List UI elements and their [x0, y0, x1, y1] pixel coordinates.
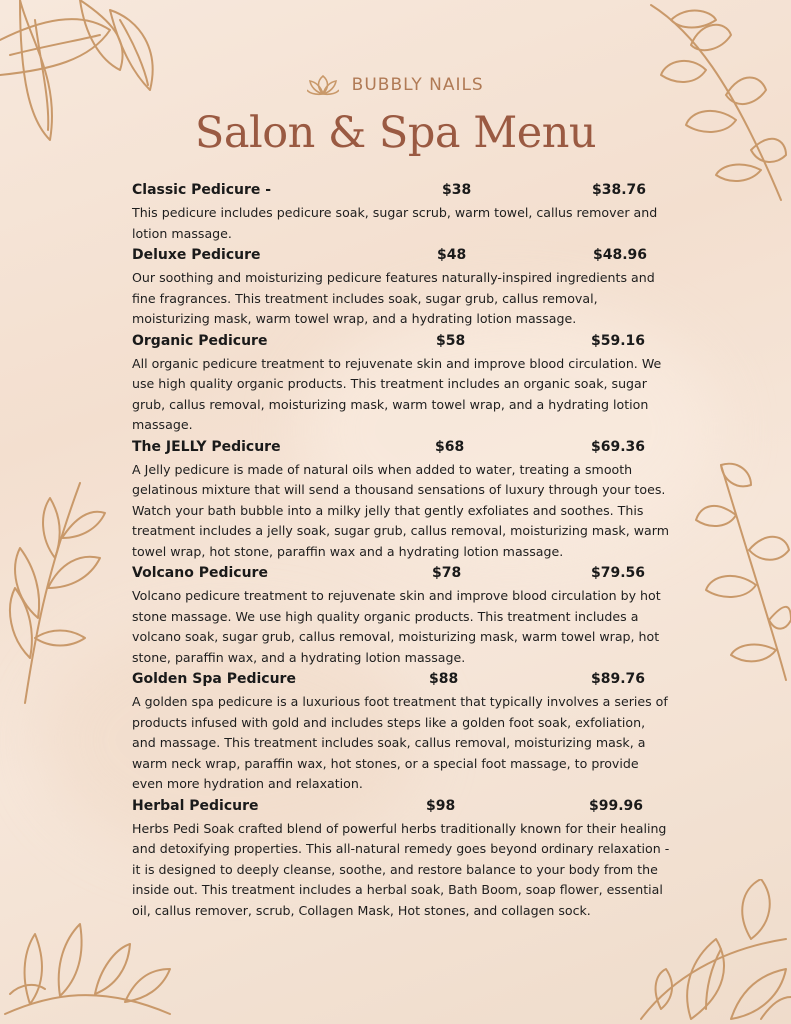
menu-item-header [132, 179, 672, 203]
item-price: $38 [442, 182, 472, 198]
item-name: Classic Pedicure - [132, 182, 272, 198]
item-description: Herbs Pedi Soak crafted blend of powerful herbs traditionally known for their healing and detoxifying properties. This all-natural remedy goes beyond ordinary relaxation - it is designed to deeply cleanse, soothe, and restore balance to your body from the inside out. This treatment includes a herbal soak, Bath Boom, soap flower, essential oil, callus remover, scrub, Collagen Mask, Hot stones, and collagen sock. [132, 820, 670, 918]
item-description: All organic pedicure treatment to rejuvenate skin and improve blood circulation. We use high quality organic products. This treatment includes an organic soak, sugar grub, callus removal, moisturizing mask, warm towel wrap, and a hydrating lotion massage. [132, 355, 662, 432]
item-price: $48 [437, 247, 467, 263]
brand-name: BUBBLY NAILS [351, 75, 484, 95]
lotus-icon [307, 74, 339, 96]
menu-item [132, 668, 672, 795]
item-price: $88 [429, 671, 459, 687]
menu-item-header [132, 795, 672, 819]
menu-list [132, 179, 672, 921]
item-price: $68 [435, 438, 465, 455]
item-price-alt: $59.16 [591, 332, 646, 349]
menu-item [132, 795, 672, 922]
item-description: A golden spa pedicure is a luxurious foot treatment that typically involves a series of products infused with gold and includes steps like a golden foot soak, exfoliation, and massage. This treatment includes soak, callus removal, moisturizing mask, a warm neck wrap, paraffin wax, hot stones, or a special foot massage, to provide even more hydration and relaxation. [132, 694, 668, 791]
item-description: A Jelly pedicure is made of natural oils when added to water, treating a smooth gelatinous mixture that will send a thousand sensations of luxury through your toes. Watch your bath bubble into a milky jelly that gently exfoliates and soothes. This treatment includes a jelly soak, sugar grub, callus removal, moisturizing mask, warm towel wrap, hot stone, paraffin wax and a hydrating lotion massage. [132, 461, 669, 559]
menu-item-header [132, 244, 672, 268]
item-price-alt: $89.76 [591, 671, 646, 687]
item-price-alt: $48.96 [593, 247, 648, 263]
item-price: $58 [436, 332, 466, 349]
menu-item [132, 244, 672, 330]
item-name: The JELLY Pedicure [132, 438, 281, 455]
menu-item-header [132, 668, 672, 692]
brand-header [0, 74, 791, 96]
item-name: Organic Pedicure [132, 332, 268, 349]
item-price: $78 [432, 565, 462, 581]
floral-decoration-left [0, 478, 110, 708]
item-name: Volcano Pedicure [132, 565, 268, 581]
menu-item [132, 436, 672, 563]
item-name: Deluxe Pedicure [132, 247, 261, 263]
item-name: Golden Spa Pedicure [132, 671, 296, 687]
item-name: Herbal Pedicure [132, 797, 259, 814]
menu-item [132, 562, 672, 668]
floral-decoration-right [691, 455, 791, 685]
item-price-alt: $38.76 [592, 182, 647, 198]
menu-item-header [132, 562, 672, 586]
menu-item-header [132, 436, 672, 460]
item-price-alt: $69.36 [591, 438, 646, 455]
menu-item [132, 330, 672, 436]
menu-item [132, 179, 672, 244]
item-price: $98 [426, 797, 456, 814]
menu-item-header [132, 330, 672, 354]
item-description: This pedicure includes pedicure soak, sugar scrub, warm towel, callus remover and lotion massage. [132, 205, 658, 241]
floral-decoration-bottom-left [0, 914, 180, 1024]
item-description: Our soothing and moisturizing pedicure features naturally-inspired ingredients and fine fragrances. This treatment includes soak, sugar grub, callus removal, moisturizing mask, warm towel wrap, and a hydrating lotion massage. [132, 270, 655, 326]
page-title: Salon & Spa Menu [194, 108, 597, 158]
item-price-alt: $79.56 [591, 565, 646, 581]
item-description: Volcano pedicure treatment to rejuvenate skin and improve blood circulation by hot stone massage. We use high quality organic products. This treatment includes a volcano soak, sugar grub, callus removal, moisturizing mask, warm towel wrap, hot stone, paraffin wax, and a hydrating lotion massage. [132, 588, 661, 665]
item-price-alt: $99.96 [589, 797, 644, 814]
